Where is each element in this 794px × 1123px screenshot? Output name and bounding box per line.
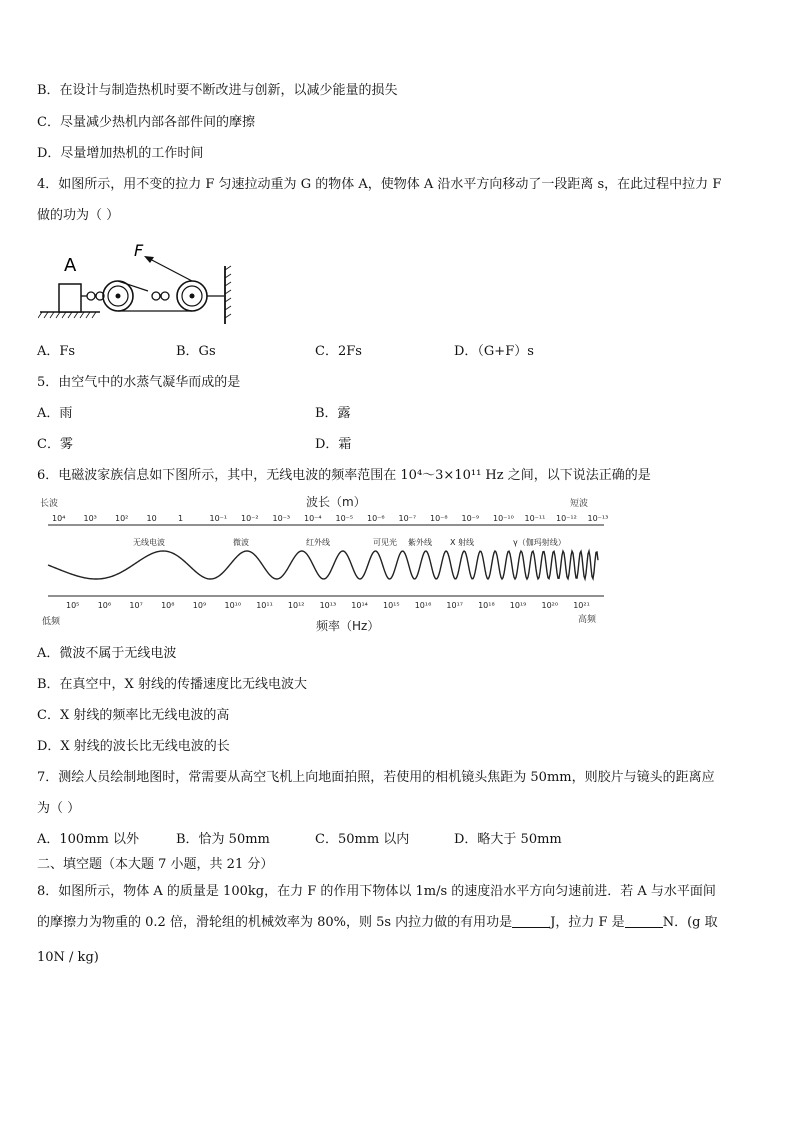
frequency-tick-label: 10¹¹ [256, 601, 273, 610]
wavelength-tick-label: 10⁻⁹ [461, 514, 480, 523]
wavelength-title: 波长（m） [306, 495, 366, 509]
label-f: F [134, 241, 144, 260]
answer-blank-1[interactable] [512, 915, 550, 928]
q8-line2-part-b: J，拉力 F 是 [550, 915, 625, 930]
wavelength-tick-label: 10⁻¹ [209, 514, 228, 523]
band-label: 微波 [233, 538, 249, 547]
q4-stem-line2: 做的功为（ ） [37, 208, 120, 223]
band-label: 红外线 [306, 538, 330, 547]
q3-option-d: D．尽量增加热机的工作时间 [37, 146, 204, 161]
q8-line2-part-c: N．(g 取 [662, 915, 718, 930]
q8-line3: 10N / kg) [37, 950, 99, 965]
frequency-tick-label: 10¹⁵ [383, 601, 400, 610]
wavelength-tick-label: 10⁻¹² [556, 514, 577, 523]
em-spectrum-figure [38, 492, 608, 637]
frequency-tick-label: 10¹⁷ [446, 601, 463, 610]
q4-option-c: C．2Fs [315, 344, 362, 359]
frequency-tick-label: 10⁸ [161, 601, 175, 610]
frequency-tick-label: 10⁵ [66, 601, 80, 610]
wavelength-tick-label: 10⁻¹³ [587, 514, 608, 523]
q8-line2 [37, 915, 718, 931]
q4-pulley-figure [38, 238, 238, 328]
frequency-tick-label: 10²¹ [573, 601, 590, 610]
label-a: A [64, 255, 77, 276]
wavelength-tick-label: 10⁻⁵ [335, 514, 354, 523]
wavelength-tick-label: 10⁻⁴ [304, 514, 322, 523]
frequency-tick-label: 10¹⁸ [478, 601, 495, 610]
q5-stem: 5．由空气中的水蒸气凝华而成的是 [37, 375, 241, 390]
q8-line1: 8．如图所示，物体 A 的质量是 100kg，在力 F 的作用下物体以 1m/s 的速度沿水平方向匀速前进．若 A 与水平面间 [37, 884, 716, 899]
band-label: 无线电波 [133, 538, 165, 547]
q3-option-b: B．在设计与制造热机时要不断改进与创新，以减少能量的损失 [37, 83, 398, 98]
frequency-tick-label: 10⁷ [129, 601, 143, 610]
section2-title: 二、填空题（本大题 7 小题，共 21 分） [37, 857, 274, 872]
frequency-tick-label: 10¹⁹ [509, 601, 527, 610]
wavelength-tick-label: 10⁻¹¹ [524, 514, 546, 523]
wavelength-tick-label: 1 [178, 514, 184, 523]
q6-option-c: C．X 射线的频率比无线电波的高 [37, 708, 230, 723]
wavelength-tick-label: 10⁻² [241, 514, 259, 523]
q4-option-d: D．（G+F）s [454, 344, 534, 359]
high-freq-label: 高频 [578, 615, 597, 625]
wavelength-tick-label: 10² [115, 514, 129, 523]
q4-option-b: B．Gs [176, 344, 216, 359]
frequency-title: 频率（Hz） [316, 619, 380, 633]
wavelength-tick-label: 10⁻⁸ [430, 514, 448, 523]
wavelength-tick-label: 10³ [83, 514, 97, 523]
wavelength-tick-label: 10⁻⁶ [367, 514, 385, 523]
q5-option-a: A．雨 [37, 406, 73, 421]
wavelength-tick-label: 10⁻³ [272, 514, 291, 523]
q7-option-a: A．100mm 以外 [37, 832, 139, 847]
q7-option-d: D．略大于 50mm [454, 832, 562, 847]
q6-stem: 6．电磁波家族信息如下图所示，其中，无线电波的频率范围在 10⁴～3×10¹¹ Hz 之间，以下说法正确的是 [37, 468, 651, 483]
low-freq-label: 低频 [42, 617, 61, 627]
q7-option-b: B．恰为 50mm [176, 832, 270, 847]
wavelength-tick-label: 10 [146, 514, 157, 523]
wave-curve [48, 551, 598, 579]
q4-stem-line1: 4．如图所示，用不变的拉力 F 匀速拉动重为 G 的物体 A，使物体 A 沿水平方向移动了一段距离 s，在此过程中拉力 F [37, 177, 722, 192]
q7-option-c: C．50mm 以内 [315, 832, 410, 847]
band-label: X 射线 [450, 538, 475, 547]
band-label: 可见光 [373, 538, 397, 547]
wavelength-tick-label: 10⁻¹⁰ [493, 514, 514, 523]
band-label: γ（伽玛射线） [513, 538, 566, 547]
q5-option-d: D．霜 [315, 437, 352, 452]
q3-option-c: C．尽量减少热机内部各部件间的摩擦 [37, 115, 255, 130]
block-a [59, 284, 81, 312]
band-label: 紫外线 [408, 538, 432, 547]
q6-option-b: B．在真空中，X 射线的传播速度比无线电波大 [37, 677, 307, 692]
frequency-tick-label: 10⁶ [97, 601, 112, 610]
short-wave-label: 短波 [570, 499, 589, 509]
frequency-tick-label: 10⁹ [192, 601, 207, 610]
q7-stem-line2: 为（ ） [37, 801, 81, 816]
frequency-tick-label: 10¹⁴ [351, 601, 368, 610]
q5-option-c: C．雾 [37, 437, 73, 452]
wavelength-tick-label: 10⁴ [52, 514, 66, 523]
wavelength-tick-label: 10⁻⁷ [398, 514, 417, 523]
answer-blank-2[interactable] [625, 915, 663, 928]
frequency-tick-label: 10¹⁶ [414, 601, 432, 610]
frequency-tick-label: 10¹³ [319, 601, 337, 610]
q5-option-b: B．露 [315, 406, 351, 421]
q7-stem-line1: 7．测绘人员绘制地图时，常需要从高空飞机上向地面拍照，若使用的相机镜头焦距为 50mm，则胶片与镜头的距离应 [37, 770, 715, 785]
q6-option-a: A．微波不属于无线电波 [37, 646, 177, 661]
frequency-tick-label: 10¹⁰ [224, 601, 242, 610]
frequency-tick-label: 10²⁰ [541, 601, 559, 610]
q6-option-d: D．X 射线的波长比无线电波的长 [37, 739, 230, 754]
long-wave-label: 长波 [40, 499, 59, 509]
q8-line2-part-a: 的摩擦力为物重的 0.2 倍，滑轮组的机械效率为 80%，则 5s 内拉力做的有用功是 [37, 915, 513, 930]
q4-option-a: A．Fs [37, 344, 76, 359]
frequency-tick-label: 10¹² [287, 601, 305, 610]
